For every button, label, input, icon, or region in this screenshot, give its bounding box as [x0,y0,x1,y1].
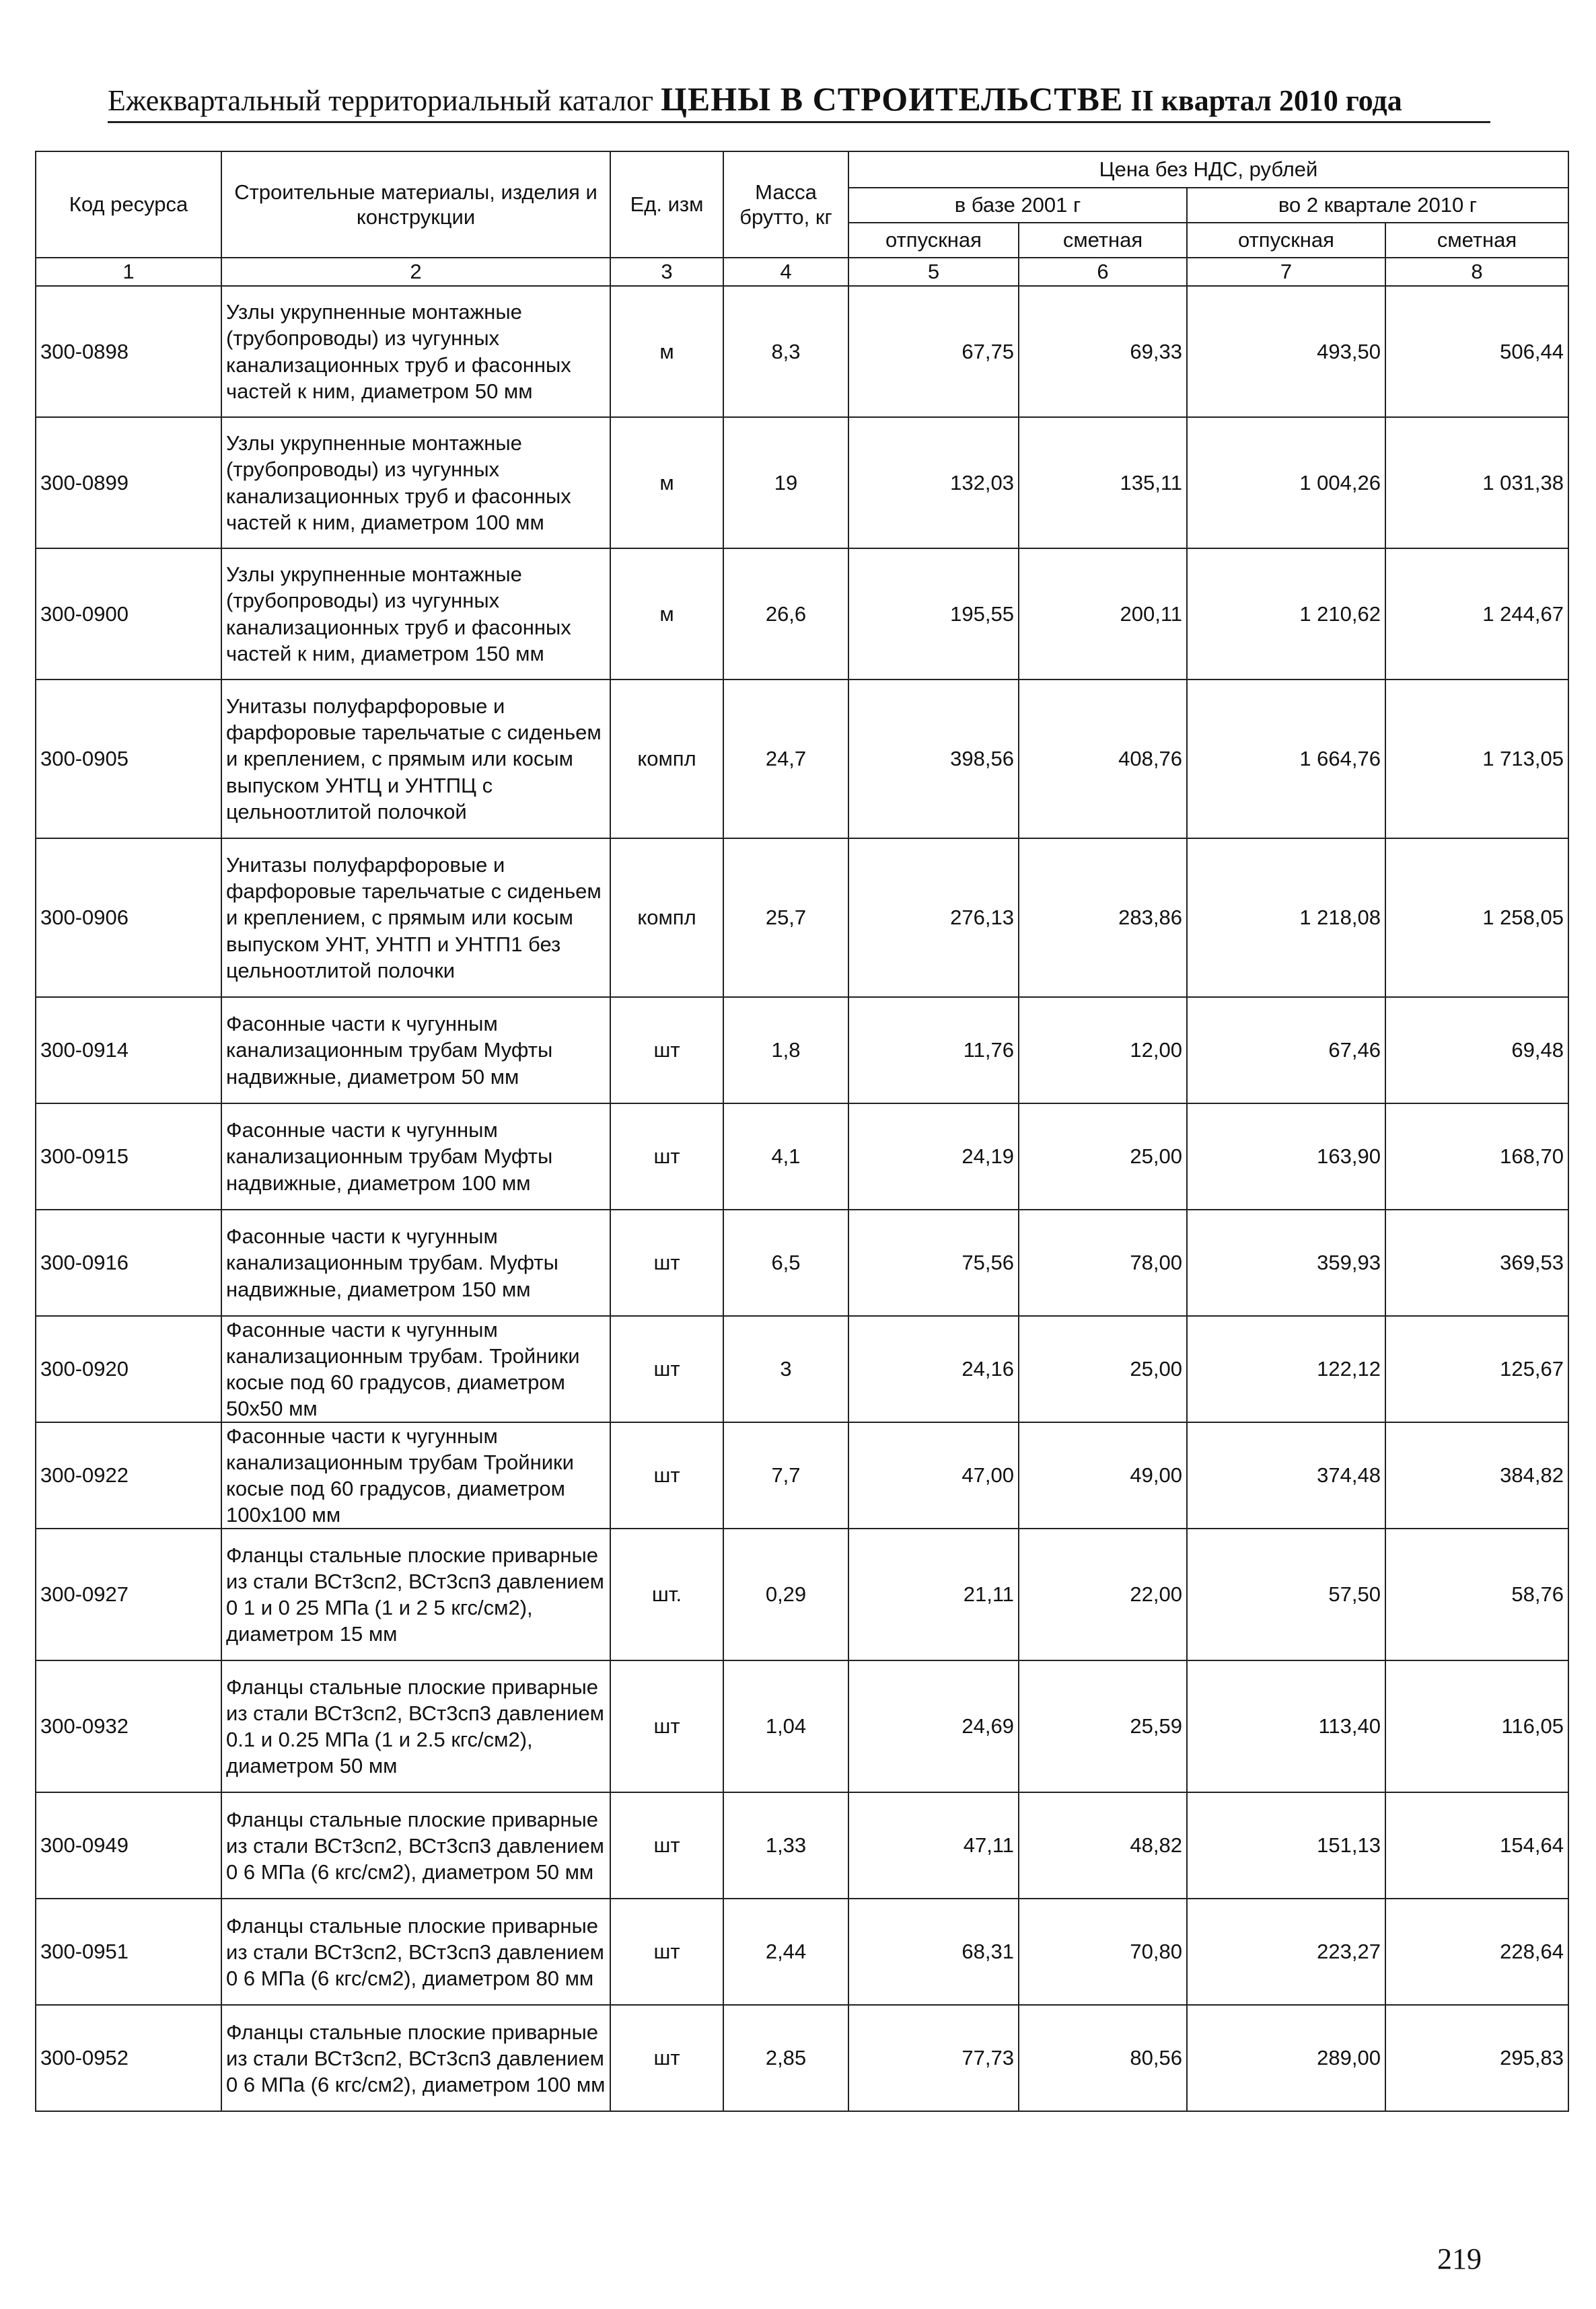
mass: 1,8 [723,997,848,1103]
col-header-price: Цена без НДС, рублей [848,151,1568,188]
unit: шт [610,1792,723,1899]
table-row [36,1899,1568,2005]
material-name: Фланцы стальные плоские приварные из стали ВСт3сп2, ВСт3сп3 давлением 0 6 МПа (6 кгс/см2), диаметром 80 мм [221,1899,610,2005]
price-estimate-2010: 116,05 [1385,1660,1568,1792]
mass: 4,1 [723,1103,848,1210]
col-number: 6 [1019,258,1187,286]
mass: 24,7 [723,680,848,838]
price-wholesale-2010: 151,13 [1187,1792,1385,1899]
price-wholesale-2001: 195,55 [848,548,1019,680]
price-estimate-2001: 80,56 [1019,2005,1187,2111]
price-estimate-2010: 369,53 [1385,1210,1568,1316]
table-row [36,1422,1568,1529]
price-wholesale-2010: 223,27 [1187,1899,1385,2005]
price-wholesale-2010: 359,93 [1187,1210,1385,1316]
col-header-wholesale-2010: отпускная [1187,223,1385,258]
price-wholesale-2001: 132,03 [848,417,1019,548]
price-wholesale-2001: 24,16 [848,1316,1019,1422]
resource-code: 300-0915 [36,1103,221,1210]
price-wholesale-2001: 24,69 [848,1660,1019,1792]
price-wholesale-2010: 57,50 [1187,1529,1385,1660]
header-title: ЦЕНЫ В СТРОИТЕЛЬСТВЕ [661,80,1124,118]
header-prefix: Ежеквартальный территориальный каталог [108,84,653,117]
material-name: Унитазы полуфарфоровые и фарфоровые тарельчатые с сиденьем и креплением, с прямым или косым выпуском УНТЦ и УНТПЦ с цельноотлитой полочкой [221,680,610,838]
unit: шт [610,1899,723,2005]
mass: 2,85 [723,2005,848,2111]
price-estimate-2010: 1 031,38 [1385,417,1568,548]
resource-code: 300-0922 [36,1422,221,1529]
table-row [36,1210,1568,1316]
material-name: Узлы укрупненные монтажные (трубопроводы) из чугунных канализационных труб и фасонных частей к ним, диаметром 50 мм [221,286,610,417]
price-estimate-2001: 12,00 [1019,997,1187,1103]
unit: м [610,286,723,417]
resource-code: 300-0900 [36,548,221,680]
price-wholesale-2001: 77,73 [848,2005,1019,2111]
price-estimate-2010: 1 713,05 [1385,680,1568,838]
mass: 2,44 [723,1899,848,2005]
col-header-estimate-2001: сметная [1019,223,1187,258]
col-number: 8 [1385,258,1568,286]
col-number: 7 [1187,258,1385,286]
price-estimate-2001: 25,59 [1019,1660,1187,1792]
unit: м [610,417,723,548]
resource-code: 300-0899 [36,417,221,548]
price-estimate-2001: 49,00 [1019,1422,1187,1529]
unit: шт [610,997,723,1103]
price-wholesale-2010: 163,90 [1187,1103,1385,1210]
table-row [36,997,1568,1103]
col-header-q2-2010: во 2 квартале 2010 г [1187,188,1568,223]
price-wholesale-2010: 122,12 [1187,1316,1385,1422]
price-estimate-2001: 408,76 [1019,680,1187,838]
material-name: Фланцы стальные плоские приварные из стали ВСт3сп2, ВСт3сп3 давлением 0 1 и 0 25 МПа (1 и 2 5 кгс/см2), диаметром 15 мм [221,1529,610,1660]
mass: 26,6 [723,548,848,680]
price-wholesale-2010: 289,00 [1187,2005,1385,2111]
header-period: II квартал 2010 года [1130,84,1402,117]
price-estimate-2010: 295,83 [1385,2005,1568,2111]
price-wholesale-2001: 21,11 [848,1529,1019,1660]
price-wholesale-2001: 47,11 [848,1792,1019,1899]
col-number: 4 [723,258,848,286]
col-number: 5 [848,258,1019,286]
resource-code: 300-0920 [36,1316,221,1422]
resource-code: 300-0951 [36,1899,221,2005]
price-estimate-2010: 506,44 [1385,286,1568,417]
unit: шт [610,1316,723,1422]
col-header-estimate-2010: сметная [1385,223,1568,258]
resource-code: 300-0916 [36,1210,221,1316]
price-estimate-2010: 1 244,67 [1385,548,1568,680]
price-wholesale-2001: 398,56 [848,680,1019,838]
unit: шт [610,1103,723,1210]
price-estimate-2001: 48,82 [1019,1792,1187,1899]
unit: шт [610,1210,723,1316]
price-estimate-2001: 69,33 [1019,286,1187,417]
material-name: Фланцы стальные плоские приварные из стали ВСт3сп2, ВСт3сп3 давлением 0 6 МПа (6 кгс/см2), диаметром 50 мм [221,1792,610,1899]
price-wholesale-2010: 113,40 [1187,1660,1385,1792]
unit: шт [610,2005,723,2111]
resource-code: 300-0914 [36,997,221,1103]
price-wholesale-2010: 493,50 [1187,286,1385,417]
col-number: 2 [221,258,610,286]
table-row [36,838,1568,997]
mass: 8,3 [723,286,848,417]
mass: 6,5 [723,1210,848,1316]
page-header [108,79,1490,123]
resource-code: 300-0906 [36,838,221,997]
unit: м [610,548,723,680]
table-row [36,2005,1568,2111]
mass: 19 [723,417,848,548]
table-row [36,417,1568,548]
page-number: 219 [1437,2242,1482,2275]
price-wholesale-2001: 47,00 [848,1422,1019,1529]
resource-code: 300-0905 [36,680,221,838]
material-name: Фланцы стальные плоские приварные из стали ВСт3сп2, ВСт3сп3 давлением 0.1 и 0.25 МПа (1 и 2.5 кгс/см2), диаметром 50 мм [221,1660,610,1792]
price-wholesale-2001: 11,76 [848,997,1019,1103]
price-estimate-2001: 135,11 [1019,417,1187,548]
table-row [36,1792,1568,1899]
table-row [36,1529,1568,1660]
material-name: Фасонные части к чугунным канализационным трубам. Тройники косые под 60 градусов, диаметром 50x50 мм [221,1316,610,1422]
price-estimate-2001: 22,00 [1019,1529,1187,1660]
price-estimate-2001: 283,86 [1019,838,1187,997]
unit: шт [610,1422,723,1529]
price-estimate-2001: 25,00 [1019,1103,1187,1210]
material-name: Узлы укрупненные монтажные (трубопроводы) из чугунных канализационных труб и фасонных частей к ним, диаметром 150 мм [221,548,610,680]
price-estimate-2001: 70,80 [1019,1899,1187,2005]
price-estimate-2010: 125,67 [1385,1316,1568,1422]
unit: компл [610,838,723,997]
price-estimate-2010: 69,48 [1385,997,1568,1103]
material-name: Узлы укрупненные монтажные (трубопроводы) из чугунных канализационных труб и фасонных частей к ним, диаметром 100 мм [221,417,610,548]
price-wholesale-2001: 68,31 [848,1899,1019,2005]
mass: 1,04 [723,1660,848,1792]
price-wholesale-2010: 67,46 [1187,997,1385,1103]
col-header-mass: Масса брутто, кг [723,151,848,258]
material-name: Фланцы стальные плоские приварные из стали ВСт3сп2, ВСт3сп3 давлением 0 6 МПа (6 кгс/см2), диаметром 100 мм [221,2005,610,2111]
price-estimate-2001: 78,00 [1019,1210,1187,1316]
col-header-name: Строительные материалы, изделия и конструкции [221,151,610,258]
material-name: Фасонные части к чугунным канализационным трубам Тройники косые под 60 градусов, диаметром 100x100 мм [221,1422,610,1529]
price-wholesale-2010: 1 004,26 [1187,417,1385,548]
resource-code: 300-0952 [36,2005,221,2111]
mass: 1,33 [723,1792,848,1899]
price-estimate-2001: 200,11 [1019,548,1187,680]
mass: 7,7 [723,1422,848,1529]
resource-code: 300-0898 [36,286,221,417]
price-wholesale-2001: 24,19 [848,1103,1019,1210]
price-wholesale-2010: 1 664,76 [1187,680,1385,838]
price-wholesale-2010: 1 218,08 [1187,838,1385,997]
price-wholesale-2001: 75,56 [848,1210,1019,1316]
price-estimate-2010: 228,64 [1385,1899,1568,2005]
mass: 25,7 [723,838,848,997]
table-row [36,548,1568,680]
table-row [36,1660,1568,1792]
col-header-wholesale-2001: отпускная [848,223,1019,258]
unit: шт. [610,1529,723,1660]
mass: 0,29 [723,1529,848,1660]
material-name: Фасонные части к чугунным канализационным трубам. Муфты надвижные, диаметром 150 мм [221,1210,610,1316]
resource-code: 300-0949 [36,1792,221,1899]
resource-code: 300-0927 [36,1529,221,1660]
price-wholesale-2010: 1 210,62 [1187,548,1385,680]
price-wholesale-2010: 374,48 [1187,1422,1385,1529]
col-number: 3 [610,258,723,286]
table-row [36,680,1568,838]
price-wholesale-2001: 276,13 [848,838,1019,997]
col-header-base2001: в базе 2001 г [848,188,1187,223]
price-estimate-2010: 384,82 [1385,1422,1568,1529]
material-name: Фасонные части к чугунным канализационным трубам Муфты надвижные, диаметром 100 мм [221,1103,610,1210]
price-estimate-2010: 168,70 [1385,1103,1568,1210]
col-header-code: Код ресурса [36,151,221,258]
col-number: 1 [36,258,221,286]
price-estimate-2010: 58,76 [1385,1529,1568,1660]
unit: шт [610,1660,723,1792]
price-estimate-2010: 1 258,05 [1385,838,1568,997]
price-table [35,151,1569,2112]
col-header-unit: Ед. изм [610,151,723,258]
table-row [36,286,1568,417]
price-estimate-2001: 25,00 [1019,1316,1187,1422]
resource-code: 300-0932 [36,1660,221,1792]
material-name: Фасонные части к чугунным канализационным трубам Муфты надвижные, диаметром 50 мм [221,997,610,1103]
material-name: Унитазы полуфарфоровые и фарфоровые тарельчатые с сиденьем и креплением, с прямым или косым выпуском УНТ, УНТП и УНТП1 без цельноотлитой полочки [221,838,610,997]
table-row [36,1103,1568,1210]
table-row [36,1316,1568,1422]
price-wholesale-2001: 67,75 [848,286,1019,417]
unit: компл [610,680,723,838]
price-estimate-2010: 154,64 [1385,1792,1568,1899]
mass: 3 [723,1316,848,1422]
